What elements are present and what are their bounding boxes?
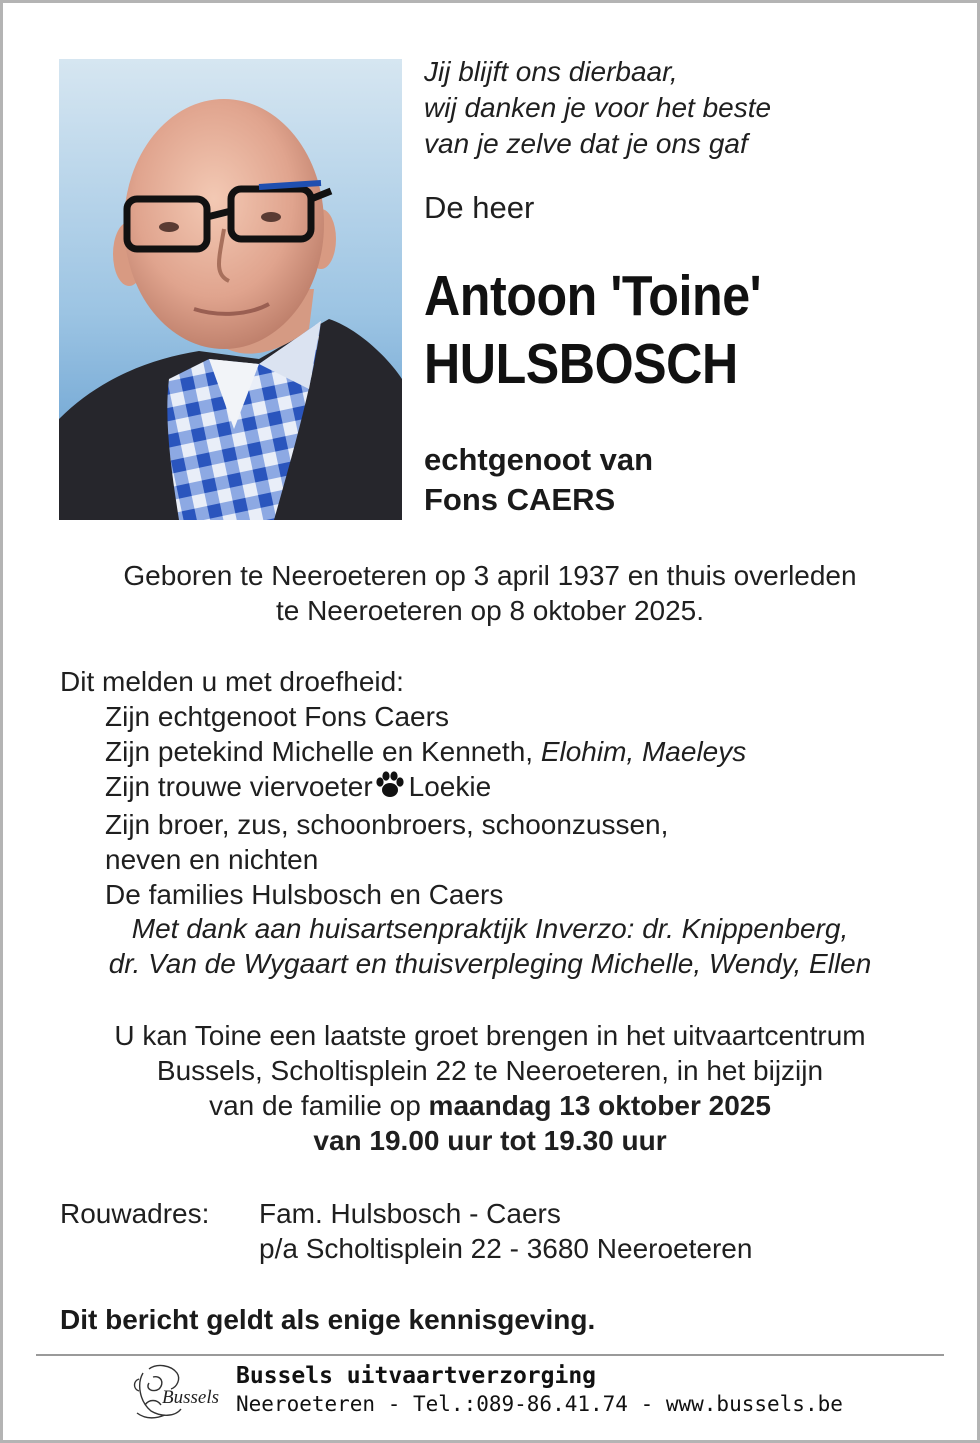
deceased-name: [424, 262, 761, 398]
birth-death-info: [0, 558, 980, 628]
quote-line: Jij blijft ons dierbaar,: [424, 56, 678, 87]
first-name: Antoon 'Toine': [424, 264, 762, 328]
spouse-info: [424, 440, 653, 520]
list-item: Zijn broer, zus, schoonbroers, schoonzussen,: [105, 809, 669, 840]
list-item-text: Zijn trouwe viervoeter: [105, 771, 373, 802]
visit-time: van 19.00 uur tot 19.30 uur: [313, 1125, 667, 1156]
last-name: HULSBOSCH: [424, 332, 738, 396]
honorific: De heer: [424, 190, 535, 225]
portrait-photo: [59, 59, 402, 520]
footer-divider: [36, 1354, 944, 1356]
visit-line: U kan Toine een laatste groet brengen in het uitvaartcentrum: [114, 1020, 866, 1051]
memorial-quote: [424, 54, 771, 162]
address-label: Rouwadres:: [60, 1198, 210, 1229]
address-row: [60, 1231, 752, 1266]
visitation-info: [0, 1018, 980, 1158]
list-item: [60, 734, 746, 769]
company-name: Bussels uitvaartverzorging: [236, 1363, 597, 1389]
quote-line: wij danken je voor het beste: [424, 92, 772, 123]
thanks-line: dr. Van de Wygaart en thuisverpleging Michelle, Wendy, Ellen: [108, 948, 872, 979]
visit-line: Bussels, Scholtisplein 22 te Neeroeteren, in het bijzijn: [156, 1055, 824, 1086]
paw-icon: [375, 771, 405, 807]
list-item-text: Zijn petekind Michelle en Kenneth,: [105, 736, 541, 767]
visit-date: maandag 13 oktober 2025: [428, 1090, 771, 1121]
list-item: Zijn echtgenoot Fons Caers: [105, 701, 449, 732]
bussels-logo: [131, 1361, 223, 1421]
spouse-relation: echtgenoot van: [424, 442, 654, 477]
company-contact: Neeroeteren - Tel.:089-86.41.74 - www.bussels.be: [236, 1392, 843, 1416]
list-item: De families Hulsbosch en Caers: [105, 879, 504, 910]
family-announcement: [60, 664, 746, 912]
list-item-italic: Elohim, Maeleys: [540, 736, 747, 767]
svg-text:Bussels: Bussels: [162, 1387, 219, 1408]
list-item: neven en nichten: [105, 844, 319, 875]
death-line: te Neeroeteren op 8 oktober 2025.: [275, 595, 705, 626]
announce-intro: Dit melden u met droefheid:: [60, 666, 404, 697]
address-line: p/a Scholtisplein 22 - 3680 Neeroeteren: [259, 1233, 753, 1264]
notice-statement: Dit bericht geldt als enige kennisgeving.: [60, 1304, 596, 1335]
visit-line: [0, 1088, 980, 1123]
spouse-name: Fons CAERS: [424, 482, 616, 517]
thanks-note: [0, 911, 980, 981]
address-row: [60, 1196, 752, 1231]
birth-line: Geboren te Neeroeteren op 3 april 1937 en thuis overleden: [123, 560, 857, 591]
pet-name: Loekie: [408, 771, 492, 802]
quote-line: van je zelve dat je ons gaf: [424, 128, 748, 159]
thanks-line: Met dank aan huisartsenpraktijk Inverzo: dr. Knippenberg,: [131, 913, 849, 944]
visit-text: van de familie op: [209, 1090, 429, 1121]
list-item: [60, 769, 746, 807]
mourning-address: [60, 1196, 752, 1266]
address-line: Fam. Hulsbosch - Caers: [259, 1198, 561, 1229]
